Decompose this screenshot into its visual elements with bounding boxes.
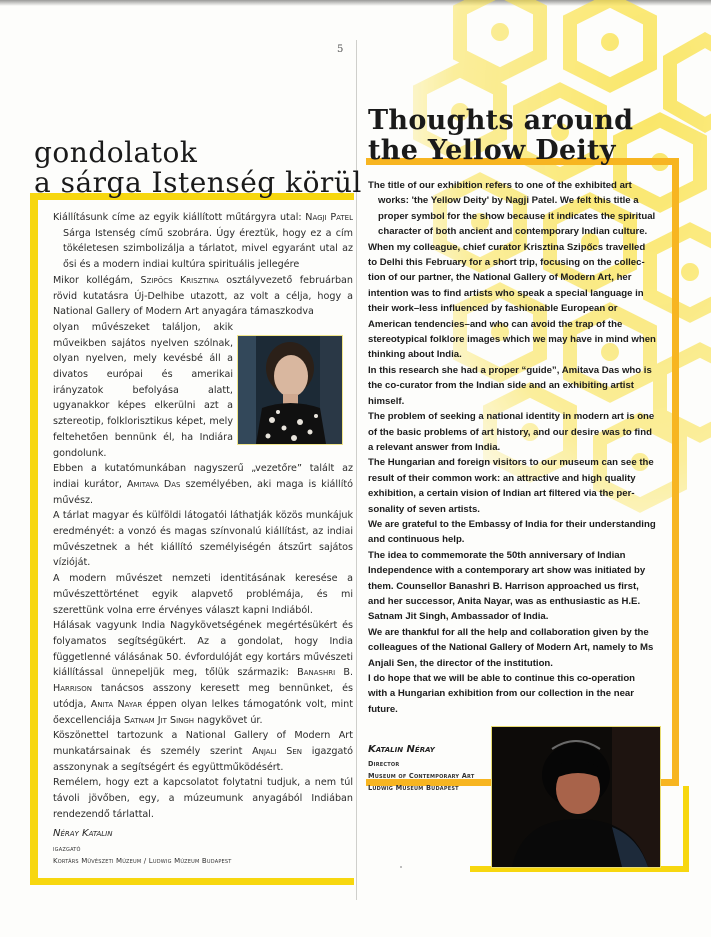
text-run: nagykövet úr. — [194, 714, 263, 726]
text-run: Kiállításunk címe az egyik kiállított műtárgyra utal: — [53, 212, 306, 223]
hungarian-title — [34, 138, 362, 198]
text-run: Ebben a kutatómunkában nagyszerű „vezetőre” talált az indiai kurátor, — [53, 463, 353, 490]
signature-institution-line1: Museum of Contemporary Art — [368, 772, 475, 780]
text-run: A tárlat magyar és külföldi látogatói láthatják közös munkájuk eredményét: a vonzó és magas színvonalú kiállítást, az indiai művészetnek a hét kiállító személyiségén átszűrt sajátos vízióját. — [53, 510, 353, 569]
text-run: olyan művészeket találjon, akik műveikben sajátos nyelven szólnak, olyan nyelven, mely kevésbé áll a divatos európai és amerikai irányzatok befolyása alatt, ugyanakkor képes elkerülni azt a sztereotip, folklorisztikus képet, mely feltehetően bennünk él, ha Indiára gondolunk. — [53, 321, 233, 459]
text-run: Sárga Istenség című szobrára. Úgy éreztük, hogy ez a cím tökéletesen szimbolizálja a tárlatot, mivel egyaránt utal az ősi és a modern indiai kultúra spirituális jellegére — [63, 227, 353, 271]
paragraph — [53, 618, 353, 728]
paragraph — [53, 508, 353, 571]
signature-title: igazgató — [53, 845, 81, 853]
text-run: éppen olyan lelkes támogatónk volt, mint őexcellenciája — [53, 698, 353, 726]
english-title-line2: the Yellow Deity — [368, 135, 616, 166]
text-run: tanácsos asszony keresett meg bennünket, és utódja, — [53, 683, 353, 710]
signature-name: Katalin Néray — [368, 744, 435, 755]
person-name: Nagji Patel — [305, 212, 353, 223]
person-name: Amitava Das — [126, 478, 181, 490]
paragraph: We are thankful for all the help and collaboration given by the colleagues of the National Gallery of Modern Art, namely to Ms Anjali Sen, the director of the institution. — [368, 626, 654, 669]
text-run: A modern művészet nemzeti identitásának keresése a művészettörténet egyik alapvető problémája, és mi szerettünk volna erre érvényes választ kapni Indiából. — [53, 573, 353, 616]
paragraph: The idea to commemorate the 50th anniversary of Indian Independence with a contemporary art show was initiated by them. Counsellor Banashri B. Harrison approached us first, and her successor, Anita Nayar, was as enthusiastic as H.E. Satnam Jit Singh, Ambassador of India. — [368, 549, 646, 623]
hungarian-article-body — [53, 210, 353, 822]
portrait-photo-young-woman — [237, 335, 343, 445]
person-name: Anjali Sen — [252, 745, 303, 757]
paragraph — [53, 461, 353, 508]
text-run: osztályvezető februárban rövid kutatásra Új-Delhibe utazott, az volt a célja, hogy a National Gallery of Modern Art anyagára támaszkodva — [53, 274, 353, 318]
paragraph — [53, 728, 353, 775]
paragraph — [53, 320, 233, 461]
portrait-photo-katalin-neray — [491, 726, 661, 868]
paragraph: I do hope that we will be able to continue this co-operation with a Hungarian exhibition from our collection in the near future. — [368, 673, 636, 715]
signature-institution: Kortárs Művészeti Múzeum / Ludwig Múzeum Budapest — [53, 857, 232, 865]
hungarian-title-line2: a sárga Istenség körül — [34, 166, 362, 199]
text-run: Köszönettel tartozunk a National Gallery of Modern Art munkatársainak és személy szerint — [53, 730, 353, 757]
paragraph: We are grateful to the Embassy of India for their understanding and continuous help. — [368, 518, 656, 546]
signature-title: Director — [368, 760, 400, 768]
page-number: 5 — [337, 44, 344, 55]
person-name: Banashri B. Harrison — [53, 667, 353, 695]
paragraph: The title of our exhibition refers to one of the exhibited art works: 'the Yellow Deity' by Nagji Patel. We felt this title a proper symbol for the show because it indicates the spiritual character of both ancient and contemporary Indian culture. — [368, 180, 656, 238]
person-name: Anita Nayar — [90, 698, 143, 710]
english-title — [368, 106, 633, 166]
paragraph: The Hungarian and foreign visitors to our museum can see the result of their common work: an attractive and high quality exhibition, a certain vision of Indian art filtered via the personality of seven artists. — [368, 457, 654, 515]
text-run: igazgató asszonynak a segítségért és együttműködésért. — [53, 745, 353, 773]
paragraph — [53, 571, 353, 618]
paragraph — [53, 210, 353, 273]
signature-name: Néray Katalin — [53, 828, 113, 839]
person-name: Satnam Jit Singh — [124, 714, 195, 726]
signature-institution-line2: Ludwig Museum Budapest — [368, 784, 459, 792]
hungarian-title-line1: gondolatok — [34, 136, 198, 169]
paragraph — [53, 775, 353, 822]
english-title-line1: Thoughts around — [368, 105, 634, 136]
paragraph: The problem of seeking a national identity in modern art is one of the basic problems of art history, and our desire was to find a relevant answer from India. — [368, 411, 655, 453]
person-name: Szipőcs Krisztina — [140, 274, 219, 286]
paragraph — [53, 273, 353, 320]
english-article-body — [368, 178, 656, 717]
english-signature — [368, 744, 474, 794]
paragraph: When my colleague, chief curator Krisztina Szipőcs travelled to Delhi this February for a short trip, focusing on the collection of our partner, the National Gallery of Modern Art, her intention was to find artists who speak a special language in their work–less influenced by fashionable European or American tendencies–and who can avoid the trap of the stereotypical folklore images which we may have in mind when thinking about India. — [368, 241, 656, 361]
paragraph: In this research she had a proper “guide”, Amitava Das who is the co-curator from the Indian side and an exhibiting artist himself. — [368, 364, 652, 407]
print-speck — [400, 866, 402, 868]
text-run: Remélem, hogy ezt a kapcsolatot folytatni tudjuk, a nem túl távoli jövőben, egy, a múzeumunk anyagából Indiában rendezendő tárlattal. — [53, 777, 353, 820]
text-run: személyében, aki maga is kiállító művész. — [53, 478, 353, 506]
text-run: Hálásak vagyunk India Nagykövetségének megértésükért és folyamatos segítségükért. Az a gondolat, hogy India függetlenné válásának 50. évfordulóját egy kortárs művészeti kiállítással ünnepeljük meg, tőlük származik: — [53, 620, 353, 679]
hungarian-signature — [53, 828, 232, 867]
text-run: Mikor kollégám, — [53, 274, 141, 286]
